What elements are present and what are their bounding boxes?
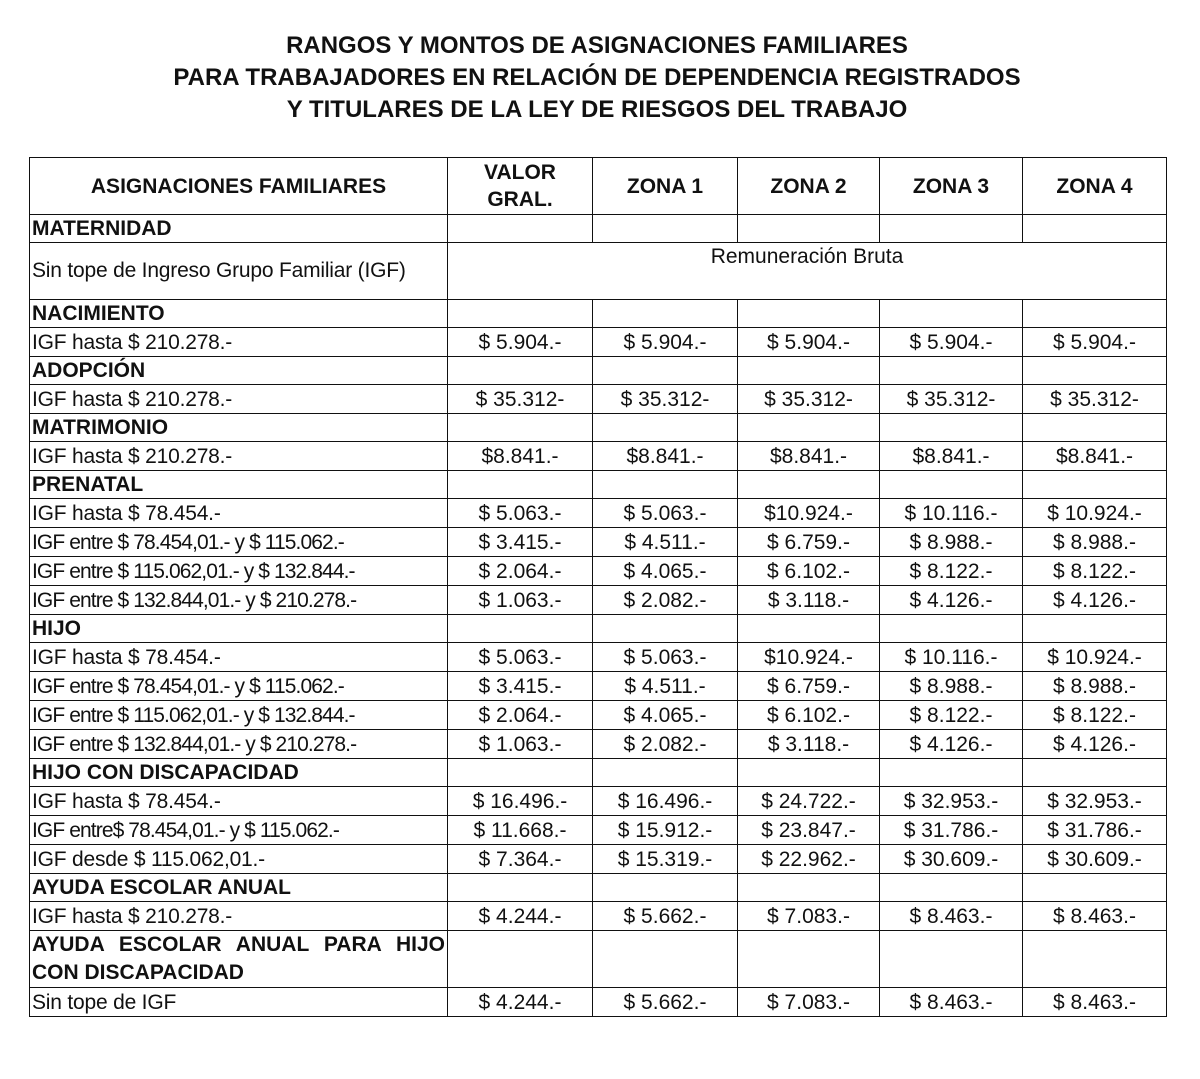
zona-2-cell: $8.841.- xyxy=(738,442,880,471)
zona-2-cell: $ 6.759.- xyxy=(738,672,880,701)
zona-2-cell: $ 3.118.- xyxy=(738,730,880,759)
empty-cell xyxy=(738,357,880,385)
zona-2-cell: $ 7.083.- xyxy=(738,988,880,1017)
empty-cell xyxy=(880,414,1023,442)
table-row xyxy=(30,730,1167,759)
empty-cell xyxy=(448,215,593,243)
row-label: IGF entre $ 132.844,01.- y $ 210.278.- xyxy=(30,730,448,759)
zona-4-cell: $ 8.988.- xyxy=(1023,528,1167,557)
valor-gral-cell: $ 11.668.- xyxy=(448,816,593,845)
valor-gral-cell: $ 7.364.- xyxy=(448,845,593,874)
empty-cell xyxy=(1023,759,1167,787)
empty-cell xyxy=(448,300,593,328)
table-header-row xyxy=(30,158,1167,215)
empty-cell xyxy=(738,414,880,442)
table-row xyxy=(30,672,1167,701)
zona-4-cell: $ 8.122.- xyxy=(1023,557,1167,586)
empty-cell xyxy=(738,215,880,243)
empty-cell xyxy=(593,615,738,643)
empty-cell xyxy=(738,300,880,328)
zona-3-cell: $ 8.122.- xyxy=(880,557,1023,586)
table-row xyxy=(30,328,1167,357)
zona-2-cell: $10.924.- xyxy=(738,499,880,528)
zona-4-cell: $ 8.988.- xyxy=(1023,672,1167,701)
section-row-hijo xyxy=(30,615,1167,643)
zona-1-cell: $ 4.511.- xyxy=(593,672,738,701)
table-row xyxy=(30,701,1167,730)
valor-gral-cell: $ 3.415.- xyxy=(448,672,593,701)
empty-cell xyxy=(1023,471,1167,499)
valor-gral-cell: $ 4.244.- xyxy=(448,902,593,931)
section-label: HIJO xyxy=(30,615,448,643)
empty-cell xyxy=(593,759,738,787)
empty-cell xyxy=(448,759,593,787)
section-label: AYUDA ESCOLAR ANUAL PARA HIJO CON DISCAPACIDAD xyxy=(30,931,448,988)
row-label: IGF entre $ 78.454,01.- y $ 115.062.- xyxy=(30,528,448,557)
empty-cell xyxy=(880,931,1023,988)
valor-gral-cell: $ 35.312- xyxy=(448,385,593,414)
empty-cell xyxy=(738,615,880,643)
zona-2-cell: $ 24.722.- xyxy=(738,787,880,816)
empty-cell xyxy=(880,357,1023,385)
zona-1-cell: $ 4.511.- xyxy=(593,528,738,557)
title-line-2: PARA TRABAJADORES EN RELACIÓN DE DEPENDENCIA REGISTRADOS xyxy=(173,64,1021,91)
row-label: IGF hasta $ 78.454.- xyxy=(30,787,448,816)
valor-gral-cell: $ 3.415.- xyxy=(448,528,593,557)
empty-cell xyxy=(593,414,738,442)
zona-3-cell: $ 8.122.- xyxy=(880,701,1023,730)
table-row xyxy=(30,586,1167,615)
zona-2-cell: $ 23.847.- xyxy=(738,816,880,845)
section-row-nacimiento xyxy=(30,300,1167,328)
empty-cell xyxy=(593,300,738,328)
header-asignaciones: ASIGNACIONES FAMILIARES xyxy=(30,158,448,215)
zona-3-cell: $ 10.116.- xyxy=(880,499,1023,528)
zona-1-cell: $ 2.082.- xyxy=(593,586,738,615)
zona-2-cell: $ 35.312- xyxy=(738,385,880,414)
zona-3-cell: $ 30.609.- xyxy=(880,845,1023,874)
section-row-ayuda-escolar xyxy=(30,874,1167,902)
empty-cell xyxy=(738,874,880,902)
header-zona-3: ZONA 3 xyxy=(880,158,1023,215)
zona-1-cell: $ 2.082.- xyxy=(593,730,738,759)
zona-1-cell: $ 15.319.- xyxy=(593,845,738,874)
zona-3-cell: $ 4.126.- xyxy=(880,730,1023,759)
document-title xyxy=(0,30,1194,126)
section-row-maternidad xyxy=(30,215,1167,243)
zona-1-cell: $ 5.662.- xyxy=(593,988,738,1017)
zona-3-cell: $ 8.988.- xyxy=(880,672,1023,701)
table-row xyxy=(30,385,1167,414)
empty-cell xyxy=(880,615,1023,643)
title-line-1: RANGOS Y MONTOS DE ASIGNACIONES FAMILIARES xyxy=(286,32,908,59)
section-label: HIJO CON DISCAPACIDAD xyxy=(30,759,448,787)
zona-3-cell: $8.841.- xyxy=(880,442,1023,471)
empty-cell xyxy=(880,215,1023,243)
zona-2-cell: $ 5.904.- xyxy=(738,328,880,357)
empty-cell xyxy=(1023,615,1167,643)
zona-2-cell: $10.924.- xyxy=(738,643,880,672)
valor-gral-cell: $8.841.- xyxy=(448,442,593,471)
zona-4-cell: $ 35.312- xyxy=(1023,385,1167,414)
table-row xyxy=(30,787,1167,816)
empty-cell xyxy=(1023,357,1167,385)
section-row-ayuda-escolar-discapacidad xyxy=(30,931,1167,988)
zona-3-cell: $ 31.786.- xyxy=(880,816,1023,845)
row-label: IGF hasta $ 78.454.- xyxy=(30,643,448,672)
zona-1-cell: $ 16.496.- xyxy=(593,787,738,816)
zona-2-cell: $ 6.759.- xyxy=(738,528,880,557)
zona-4-cell: $ 31.786.- xyxy=(1023,816,1167,845)
header-valor-gral xyxy=(448,158,593,215)
zona-4-cell: $ 8.122.- xyxy=(1023,701,1167,730)
empty-cell xyxy=(593,931,738,988)
valor-gral-cell: $ 2.064.- xyxy=(448,557,593,586)
zona-3-cell: $ 4.126.- xyxy=(880,586,1023,615)
section-label: PRENATAL xyxy=(30,471,448,499)
empty-cell xyxy=(1023,414,1167,442)
empty-cell xyxy=(448,931,593,988)
row-label: IGF hasta $ 78.454.- xyxy=(30,499,448,528)
zona-4-cell: $ 8.463.- xyxy=(1023,988,1167,1017)
zona-3-cell: $ 32.953.- xyxy=(880,787,1023,816)
empty-cell xyxy=(448,615,593,643)
table-row xyxy=(30,499,1167,528)
zona-3-cell: $ 10.116.- xyxy=(880,643,1023,672)
header-zona-4: ZONA 4 xyxy=(1023,158,1167,215)
section-label: ADOPCIÓN xyxy=(30,357,448,385)
allowances-table xyxy=(29,157,1167,1017)
row-label: IGF entre $ 115.062,01.- y $ 132.844.- xyxy=(30,557,448,586)
valor-gral-cell: $ 2.064.- xyxy=(448,701,593,730)
empty-cell xyxy=(593,471,738,499)
zona-1-cell: $ 35.312- xyxy=(593,385,738,414)
valor-gral-cell: $ 5.063.- xyxy=(448,499,593,528)
empty-cell xyxy=(1023,300,1167,328)
section-label: AYUDA ESCOLAR ANUAL xyxy=(30,874,448,902)
row-label: Sin tope de IGF xyxy=(30,988,448,1017)
table-row xyxy=(30,243,1167,300)
row-label: IGF entre$ 78.454,01.- y $ 115.062.- xyxy=(30,816,448,845)
empty-cell xyxy=(738,759,880,787)
row-label: IGF hasta $ 210.278.- xyxy=(30,328,448,357)
empty-cell xyxy=(880,471,1023,499)
zona-1-cell: $ 5.662.- xyxy=(593,902,738,931)
row-label: IGF entre $ 78.454,01.- y $ 115.062.- xyxy=(30,672,448,701)
zona-4-cell: $ 4.126.- xyxy=(1023,730,1167,759)
table-row xyxy=(30,988,1167,1017)
empty-cell xyxy=(1023,874,1167,902)
empty-cell xyxy=(593,215,738,243)
zona-4-cell: $ 5.904.- xyxy=(1023,328,1167,357)
zona-2-cell: $ 6.102.- xyxy=(738,557,880,586)
section-row-hijo-discapacidad xyxy=(30,759,1167,787)
table-row xyxy=(30,557,1167,586)
table-row xyxy=(30,816,1167,845)
section-label: NACIMIENTO xyxy=(30,300,448,328)
empty-cell xyxy=(1023,931,1167,988)
header-zona-1: ZONA 1 xyxy=(593,158,738,215)
empty-cell xyxy=(448,357,593,385)
empty-cell xyxy=(738,931,880,988)
row-label: IGF hasta $ 210.278.- xyxy=(30,385,448,414)
zona-1-cell: $ 4.065.- xyxy=(593,557,738,586)
valor-gral-cell: $ 16.496.- xyxy=(448,787,593,816)
header-valor-gral-text: VALOR GRAL. xyxy=(484,161,556,211)
section-row-matrimonio xyxy=(30,414,1167,442)
zona-3-cell: $ 8.463.- xyxy=(880,988,1023,1017)
valor-gral-cell: $ 5.063.- xyxy=(448,643,593,672)
row-label: IGF hasta $ 210.278.- xyxy=(30,902,448,931)
zona-1-cell: $ 5.063.- xyxy=(593,643,738,672)
row-label: Sin tope de Ingreso Grupo Familiar (IGF) xyxy=(30,243,448,300)
zona-2-cell: $ 7.083.- xyxy=(738,902,880,931)
section-label: MATRIMONIO xyxy=(30,414,448,442)
zona-3-cell: $ 8.463.- xyxy=(880,902,1023,931)
valor-gral-cell: $ 5.904.- xyxy=(448,328,593,357)
table-row xyxy=(30,845,1167,874)
zona-1-cell: $ 15.912.- xyxy=(593,816,738,845)
table-row xyxy=(30,528,1167,557)
table-row xyxy=(30,442,1167,471)
zona-3-cell: $ 8.988.- xyxy=(880,528,1023,557)
section-row-adopcion xyxy=(30,357,1167,385)
row-label: IGF entre $ 132.844,01.- y $ 210.278.- xyxy=(30,586,448,615)
zona-4-cell: $8.841.- xyxy=(1023,442,1167,471)
row-label: IGF desde $ 115.062,01.- xyxy=(30,845,448,874)
empty-cell xyxy=(880,874,1023,902)
empty-cell xyxy=(448,874,593,902)
empty-cell xyxy=(593,874,738,902)
zona-1-cell: $8.841.- xyxy=(593,442,738,471)
section-label: MATERNIDAD xyxy=(30,215,448,243)
zona-4-cell: $ 8.463.- xyxy=(1023,902,1167,931)
empty-cell xyxy=(593,357,738,385)
header-zona-2: ZONA 2 xyxy=(738,158,880,215)
row-label: IGF hasta $ 210.278.- xyxy=(30,442,448,471)
table-row xyxy=(30,902,1167,931)
zona-4-cell: $ 30.609.- xyxy=(1023,845,1167,874)
zona-2-cell: $ 22.962.- xyxy=(738,845,880,874)
valor-gral-cell: $ 4.244.- xyxy=(448,988,593,1017)
empty-cell xyxy=(448,414,593,442)
title-line-3: Y TITULARES DE LA LEY DE RIESGOS DEL TRABAJO xyxy=(286,96,908,123)
zona-2-cell: $ 3.118.- xyxy=(738,586,880,615)
row-label: IGF entre $ 115.062,01.- y $ 132.844.- xyxy=(30,701,448,730)
zona-1-cell: $ 4.065.- xyxy=(593,701,738,730)
empty-cell xyxy=(880,759,1023,787)
empty-cell xyxy=(448,471,593,499)
zona-2-cell: $ 6.102.- xyxy=(738,701,880,730)
zona-3-cell: $ 5.904.- xyxy=(880,328,1023,357)
empty-cell xyxy=(880,300,1023,328)
table-row xyxy=(30,643,1167,672)
empty-cell xyxy=(738,471,880,499)
zona-4-cell: $ 10.924.- xyxy=(1023,499,1167,528)
zona-4-cell: $ 10.924.- xyxy=(1023,643,1167,672)
zona-1-cell: $ 5.063.- xyxy=(593,499,738,528)
zona-1-cell: $ 5.904.- xyxy=(593,328,738,357)
zona-4-cell: $ 4.126.- xyxy=(1023,586,1167,615)
zona-3-cell: $ 35.312- xyxy=(880,385,1023,414)
empty-cell xyxy=(1023,215,1167,243)
valor-gral-cell: $ 1.063.- xyxy=(448,586,593,615)
remuneracion-bruta-cell: Remuneración Bruta xyxy=(448,243,1167,300)
zona-4-cell: $ 32.953.- xyxy=(1023,787,1167,816)
section-row-prenatal xyxy=(30,471,1167,499)
valor-gral-cell: $ 1.063.- xyxy=(448,730,593,759)
